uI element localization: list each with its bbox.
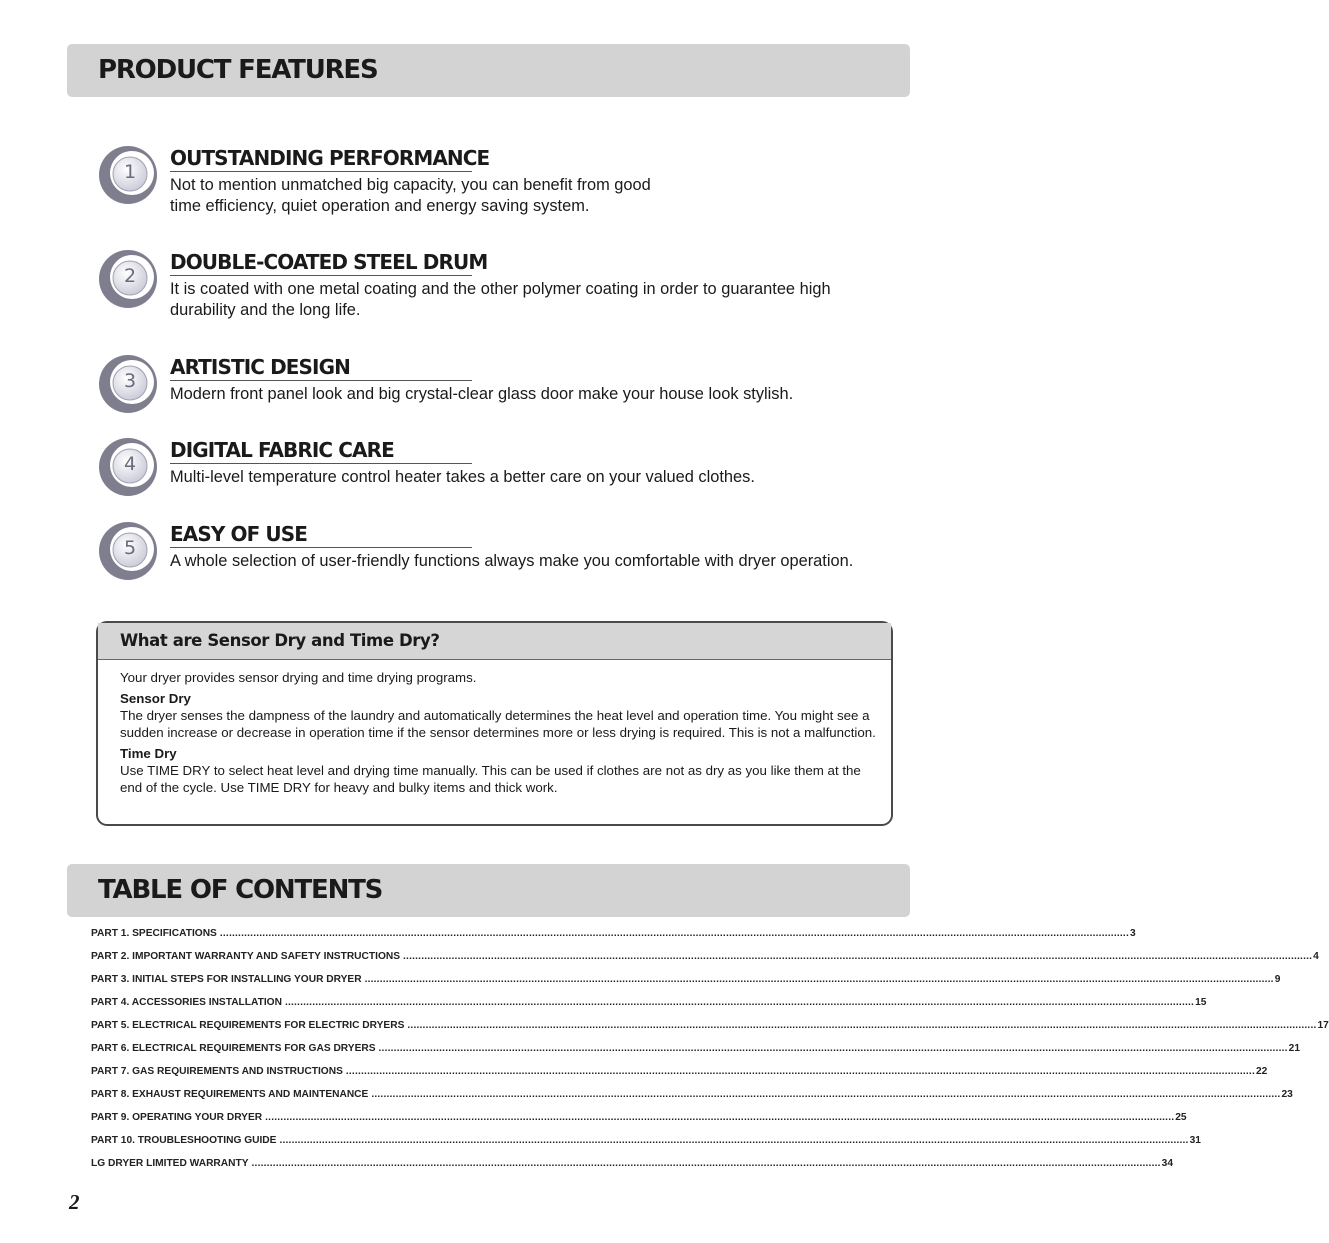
- badge-number: 3: [124, 370, 137, 392]
- number-badge-icon: [98, 437, 162, 501]
- toc-entry[interactable]: PART 4. ACCESSORIES INSTALLATION ............................................................................................................................................................................................................................................................................................................ 15: [91, 997, 1207, 1008]
- feature-title: EASY OF USE: [170, 521, 472, 548]
- feature-title: DOUBLE-COATED STEEL DRUM: [170, 250, 488, 274]
- sensor-box-header: [98, 623, 891, 660]
- number-badge-icon: [98, 145, 162, 209]
- sensor-box-title: What are Sensor Dry and Time Dry?: [120, 631, 440, 650]
- toc-entry[interactable]: PART 7. GAS REQUIREMENTS AND INSTRUCTIONS ............................................................................................................................................................................................................................................................................................................ 22: [91, 1066, 1268, 1077]
- badge-number: 1: [124, 161, 137, 183]
- sensor-box-intro: Your dryer provides sensor drying and time drying programs.: [120, 670, 477, 685]
- feature-description: It is coated with one metal coating and the other polymer coating in order to guarantee high durability and the long life.: [170, 280, 831, 319]
- toc-entry[interactable]: LG DRYER LIMITED WARRANTY ............................................................................................................................................................................................................................................................................................................ 34: [91, 1158, 1173, 1169]
- number-badge-icon: [98, 521, 162, 585]
- toc-entry[interactable]: PART 9. OPERATING YOUR DRYER ............................................................................................................................................................................................................................................................................................................ 25: [91, 1112, 1187, 1123]
- toc-list: [91, 928, 1329, 1181]
- feature-description: Modern front panel look and big crystal-clear glass door make your house look stylish.: [170, 385, 794, 403]
- sensor-box-body: [120, 669, 884, 800]
- toc-entry[interactable]: PART 5. ELECTRICAL REQUIREMENTS FOR ELECTRIC DRYERS ............................................................................................................................................................................................................................................................................................................ 17: [91, 1020, 1329, 1031]
- feature-title: OUTSTANDING PERFORMANCE: [170, 146, 490, 170]
- toc-entry[interactable]: PART 8. EXHAUST REQUIREMENTS AND MAINTENANCE ............................................................................................................................................................................................................................................................................................................ 23: [91, 1089, 1293, 1100]
- toc-title: TABLE OF CONTENTS: [98, 875, 383, 905]
- time-dry-heading: Time Dry: [120, 746, 177, 761]
- product-features-banner: [67, 44, 910, 97]
- toc-entry[interactable]: PART 2. IMPORTANT WARRANTY AND SAFETY INSTRUCTIONS ............................................................................................................................................................................................................................................................................................................ 4: [91, 951, 1319, 962]
- sensor-time-dry-box: [96, 621, 893, 826]
- badge-number: 2: [124, 265, 137, 287]
- badge-number: 5: [124, 537, 137, 559]
- product-features-title: PRODUCT FEATURES: [98, 55, 378, 85]
- feature-description: Not to mention unmatched big capacity, you can benefit from good time efficiency, quiet operation and energy saving system.: [170, 176, 651, 215]
- toc-entry[interactable]: PART 10. TROUBLESHOOTING GUIDE ............................................................................................................................................................................................................................................................................................................ 31: [91, 1135, 1201, 1146]
- toc-entry[interactable]: PART 3. INITIAL STEPS FOR INSTALLING YOUR DRYER ............................................................................................................................................................................................................................................................................................................ 9: [91, 974, 1281, 985]
- sensor-dry-heading: Sensor Dry: [120, 691, 191, 706]
- number-badge-icon: [98, 354, 162, 418]
- sensor-dry-text: The dryer senses the dampness of the laundry and automatically determines the heat level and operation time. You might see a sudden increase or decrease in operation time if the sensor determines more or less drying is required. This is not a malfunction.: [120, 708, 876, 740]
- page-number: 2: [69, 1190, 80, 1214]
- toc-entry[interactable]: PART 6. ELECTRICAL REQUIREMENTS FOR GAS DRYERS ............................................................................................................................................................................................................................................................................................................ 21: [91, 1043, 1300, 1054]
- toc-banner: [67, 864, 910, 917]
- number-badge-icon: [98, 249, 162, 313]
- feature-title: ARTISTIC DESIGN: [170, 354, 472, 381]
- feature-description: A whole selection of user-friendly functions always make you comfortable with dryer operation.: [170, 552, 854, 570]
- time-dry-text: Use TIME DRY to select heat level and drying time manually. This can be used if clothes are not as dry as you like them at the end of the cycle. Use TIME DRY for heavy and bulky items and thick work.: [120, 763, 861, 795]
- feature-description: Multi-level temperature control heater takes a better care on your valued clothes.: [170, 468, 755, 486]
- badge-number: 4: [124, 453, 137, 475]
- toc-entry[interactable]: PART 1. SPECIFICATIONS ............................................................................................................................................................................................................................................................................................................ 3: [91, 928, 1136, 939]
- feature-title: DIGITAL FABRIC CARE: [170, 437, 472, 464]
